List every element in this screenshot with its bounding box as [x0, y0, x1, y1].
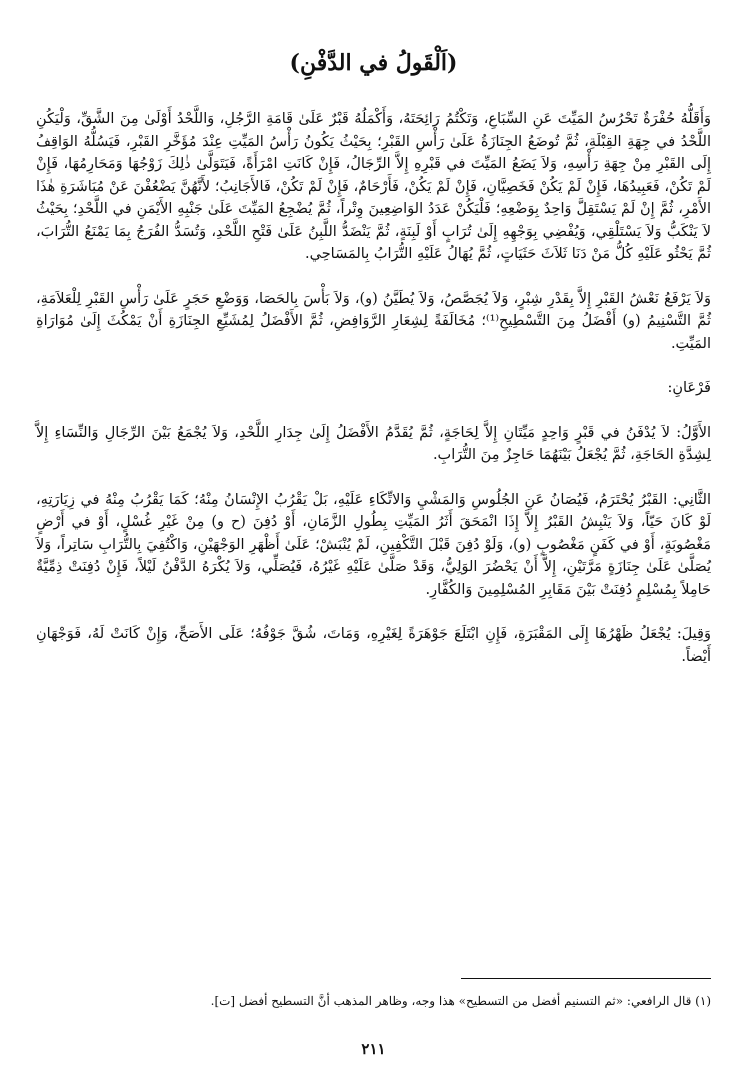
- paragraph-opinion: وَقِيلَ: يُجْعَلُ ظَهْرُهَا إِلَى المَقْبَرَةِ، فَإِنِ ابْتَلَعَ جَوْهَرَةً لِغَيْرِهِ، وَمَاتَ، شُقَّ جَوْفُهُ؛ عَلَى الأَصَحِّ، وَإِنْ كَانَتْ لَهُ، فَوَجْهَانِ أَيْضاً.: [36, 626, 711, 665]
- paragraph-second-branch: الثَّانِي: القَبْرُ يُحْتَرَمُ، فَيُصَانُ عَنِ الجُلُوسِ وَالمَشْيِ وَالاتِّكَاءِ عَلَيْهِ، بَلْ يَقْرُبُ الإِنْسَانُ مِنْهُ؛ كَمَا يَقْرُبُ مِنْهُ في زِيَارَتِهِ، لَوْ كَانَ حَيّاً، وَلاَ يَنْبِشُ القَبْرُ إِلاَّ إِذَا انْمَحَقَ أَثَرُ المَيِّتِ بِطُولِ الزَّمَانِ، أَوْ دُفِنَ (ح و) مِنْ غَيْرِ غُسْلٍ، أَوْ في أَرْضٍ مَغْصُوبَةٍ، أَوْ في كَفَنٍ مَغْصُوبٍ (و)، وَلَوْ دُفِنَ قَبْلَ التَّكْفِينِ، لَمْ يُنْبَشْ؛ عَلَىٰ أَظْهَرِ الوَجْهَيْنِ، وَاكْتُفِيَ بِالتُّرَابِ سَاتِراً، وَلاَ يُصَلَّىٰ عَلَىٰ جِنَازَةٍ مَرَّتَيْنِ، إِلاَّ أَنْ يَحْضُرَ الوَلِيُّ، وَقَدْ صَلَّىٰ عَلَيْهِ غَيْرُهُ، فَيُصَلِّي، وَلاَ يُكْرَهُ الدَّفْنُ لَيْلاً، فَإِنْ دُفِنَتْ ذِمِّيَّةٌ حَامِلاً بِمُسْلِمٍ دُفِنَتْ بَيْنَ مَقَابِرِ المُسْلِمِينَ وَالكُفَّارِ.: [36, 491, 711, 598]
- page-number: ٢١١: [361, 1040, 386, 1058]
- footnote: (١) قال الرافعي: «ثم التسنيم أفضل من التسطيح» هذا وجه، وظاهر المذهب أنَّ التسطيح أفضل [ت].: [210, 994, 711, 1008]
- subheading-two-branches: فَرْعَانِ:: [667, 380, 711, 396]
- section-heading: (اَلْقَولُ في الدَّفْنِ): [289, 50, 458, 76]
- paragraph-burial-method: وَأَقَلُّهُ حُفْرَةٌ تَحْرُسُ المَيِّتَ عَنِ السِّبَاعِ، وَتَكْتُمُ رَائِحَتَهُ، وَأَكْمَلُهُ قَبْرٌ عَلَىٰ قَامَةِ الرَّجُلِ، وَاللَّحْدُ أَوْلَىٰ مِنَ الشَّقِّ، وَلْيَكُنِ اللَّحْدُ في جِهَةِ القِبْلَةِ، ثُمَّ تُوضَعُ الجِنَازَةُ عَلَىٰ رَأْسِ القَبْرِ؛ بِحَيْثُ يَكُونُ رَأْسُ المَيِّتِ عِنْدَ مُؤَخَّرِ القَبْرِ، فَيَسُلُّهُ الوَاقِفُ إِلَى القَبْرِ مِنْ جِهَةِ رَأْسِهِ، وَلاَ يَضَعُ المَيِّتَ في قَبْرِهِ إِلاَّ الرِّجَالُ، فَإِنْ كَانَتِ امْرَأَةً، فَيَتَوَلَّىٰ ذٰلِكَ زَوْجُهَا وَمَحَارِمُهَا، فَإِنْ لَمْ تَكُنْ، فَعَبِيدُهَا، فَإِنْ لَمْ يَكُنْ فَخَصِيَّانِ، فَإِنْ لَمْ يَكُنْ، فَأَرْحَامٌ، فَإِنْ لَمْ تَكُنْ، فَالأَجَانِبُ؛ لأَنَّهُنَّ يَضْعُفْنَ عَنْ مُبَاشَرَةِ هٰذَا الأَمْرِ، ثُمَّ إِنْ لَمْ يَسْتَقِلَّ وَاحِدٌ بِوَضْعِهِ؛ فَلْيَكُنْ عَدَدُ الوَاضِعِينَ وِتْراً، ثُمَّ يُضْجِعُ المَيِّتَ عَلَىٰ جَنْبِهِ الأَيْمَنِ في اللَّحْدِ؛ بِحَيْثُ لاَ يَنْكَبُّ وَلاَ يَسْتَلْقِي، وَيُفْضِي بِوَجْهِهِ إِلَىٰ تُرَابٍ أَوْ لَبِنَةٍ، ثُمَّ يَنْضَدُّ اللَّبِنُ عَلَىٰ فَتْحِ اللَّحْدِ، وَتُسَدُّ الفُرَجُ بِمَا يَمْنَعُ التُّرَابَ، ثُمَّ يَحْثُو عَلَيْهِ كُلُّ مَنْ دَنَا ثَلاَثَ حَثَيَاتٍ، ثُمَّ يُهَالُ عَلَيْهِ التُّرَابُ بِالمَسَاحِي.: [36, 111, 711, 262]
- main-text: [36, 108, 711, 690]
- paragraph-first-branch: الأَوَّلُ: لاَ يُدْفَنُ في قَبْرٍ وَاحِدٍ مَيِّتَانِ إِلاَّ لِحَاجَةٍ، ثُمَّ يُقَدَّمُ الأَفْضَلُ إِلَىٰ جِدَارِ اللَّحْدِ، وَلاَ يُجْمَعُ بَيْنَ الرِّجَالِ وَالنِّسَاءِ إِلاَّ لِشِدَّةِ الحَاجَةِ، ثُمَّ يُجْعَلُ بَيْنَهُمَا حَاجِزٌ مِنَ التُّرَابِ.: [36, 424, 711, 463]
- paragraph-grave-marking: وَلاَ يَرْفَعُ نَعْشُ القَبْرِ إِلاَّ بِقَدْرِ شِبْرٍ، وَلاَ يُجَصَّصُ، وَلاَ يُطَيَّنُ (و)، وَلاَ بَأْسَ بِالحَصَا، وَوَضْعِ حَجَرٍ عَلَىٰ رَأْسِ القَبْرِ لِلْعَلاَمَةِ، ثُمَّ التَّسْنِيمُ (و) أَفْضَلُ مِنَ التَّسْطِيحِ⁽¹⁾؛ مُخَالَفَةً لِشِعَارِ الرَّوَافِضِ، ثُمَّ الأَفْضَلُ لِمُشَيِّعِ الجِنَازَةِ أَنْ يَمْكُثَ إِلَىٰ مُوَارَاةِ المَيِّتِ.: [36, 290, 711, 352]
- footnote-divider: [461, 978, 711, 979]
